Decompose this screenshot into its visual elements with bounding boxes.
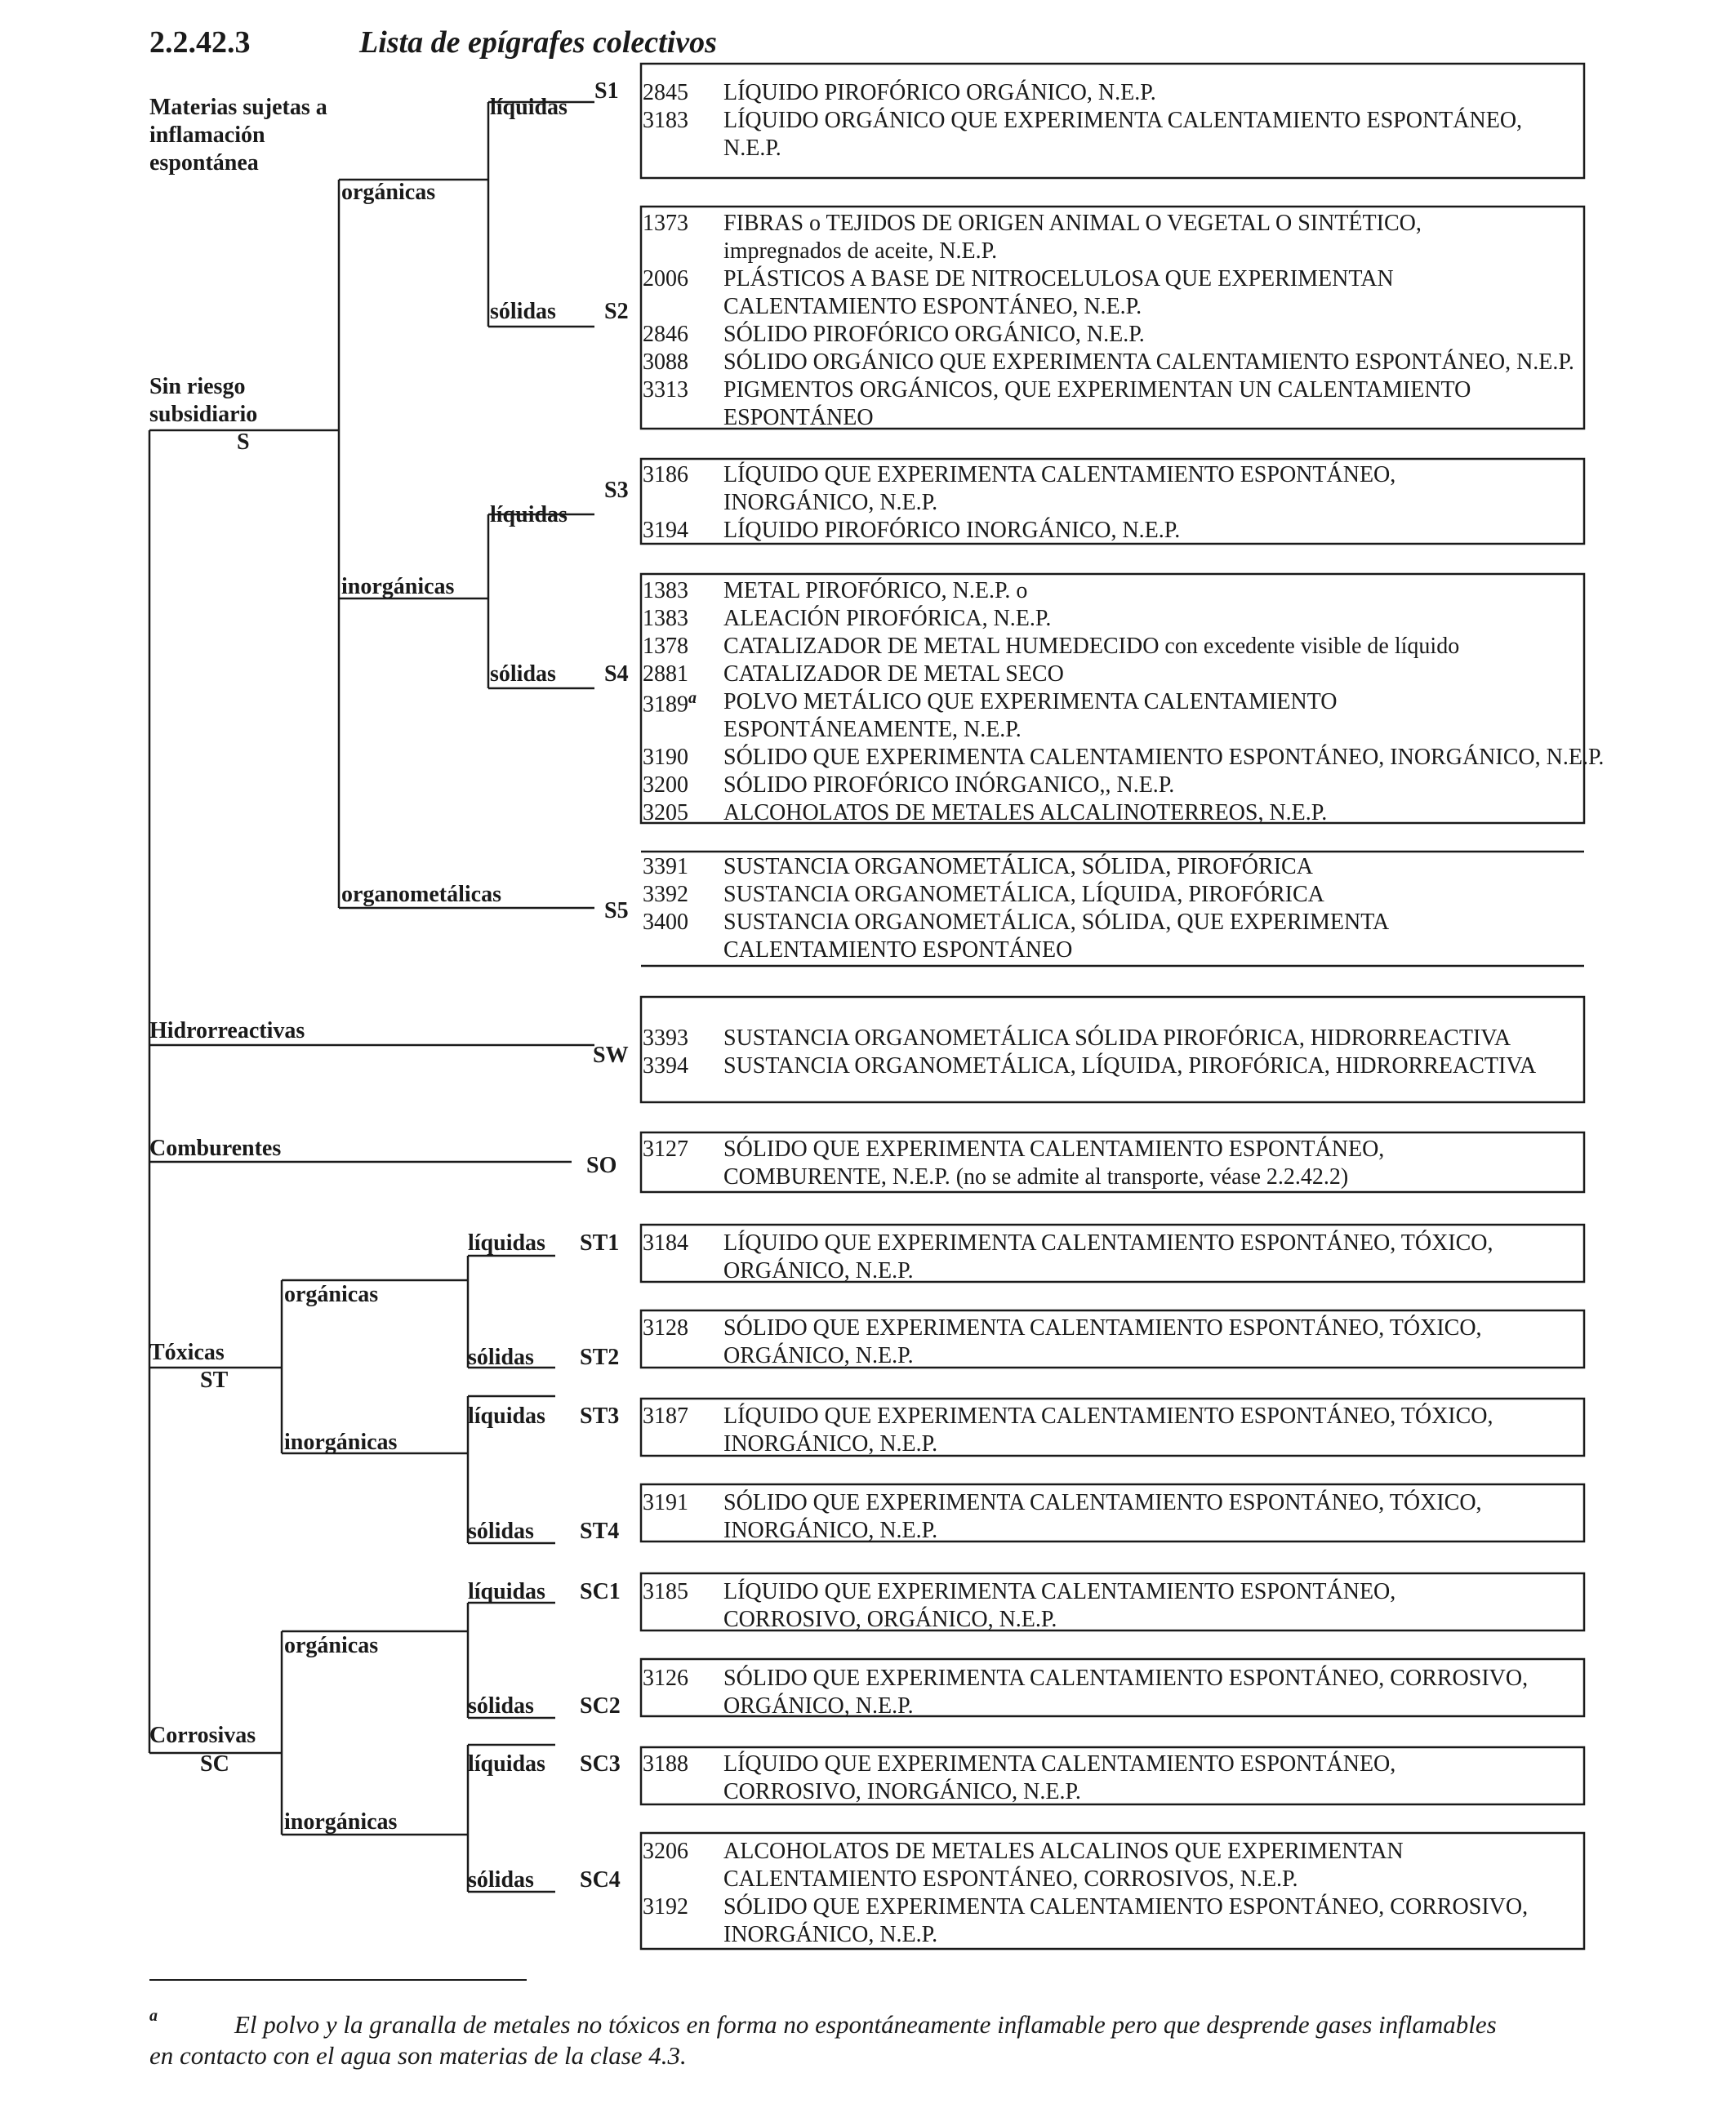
un-number: 3313 [643, 377, 688, 403]
un-number: 1378 [643, 634, 688, 659]
group-code: SC4 [580, 1867, 621, 1893]
label-comburentes: Comburentes [149, 1136, 282, 1161]
group-code: S4 [604, 661, 629, 687]
label-organicas: orgánicas [284, 1633, 379, 1658]
label-liquidas: líquidas [490, 502, 568, 527]
entry-name: ALEACIÓN PIROFÓRICA, N.E.P. [723, 606, 1052, 631]
entry-name: CATALIZADOR DE METAL SECO [723, 661, 1064, 687]
entry-name: CATALIZADOR DE METAL HUMEDECIDO con excedente visible de líquido [723, 634, 1460, 659]
un-number: 3186 [643, 462, 688, 487]
un-number: 2845 [643, 80, 688, 105]
un-number: 3126 [643, 1666, 688, 1691]
entry-name: INORGÁNICO, N.E.P. [723, 1518, 938, 1543]
label-sin-riesgo: Sin riesgo [149, 374, 246, 399]
un-number: 3187 [643, 1404, 688, 1429]
group-code: S3 [604, 478, 629, 503]
group-code: ST4 [580, 1519, 620, 1544]
entry-name: N.E.P. [723, 136, 781, 161]
entry-name: SÓLIDO ORGÁNICO QUE EXPERIMENTA CALENTAMIENTO ESPONTÁNEO, N.E.P. [723, 349, 1574, 375]
label-organicas: orgánicas [341, 180, 436, 205]
entry-name: CALENTAMIENTO ESPONTÁNEO, N.E.P. [723, 294, 1142, 319]
entry-name: LÍQUIDO PIROFÓRICO INORGÁNICO, N.E.P. [723, 518, 1181, 543]
entry-name: FIBRAS o TEJIDOS DE ORIGEN ANIMAL O VEGETAL O SINTÉTICO, [723, 211, 1422, 236]
footnote-ref: a [688, 689, 697, 707]
un-number: 3205 [643, 800, 688, 825]
un-number: 3184 [643, 1230, 688, 1256]
entry-name: SÓLIDO QUE EXPERIMENTA CALENTAMIENTO ESPONTÁNEO, CORROSIVO, [723, 1666, 1529, 1691]
un-number: 3183 [643, 108, 688, 133]
entry-name: LÍQUIDO PIROFÓRICO ORGÁNICO, N.E.P. [723, 80, 1156, 105]
entry-name: SÓLIDO PIROFÓRICO ORGÁNICO, N.E.P. [723, 322, 1145, 347]
footnote-marker: a [149, 2007, 158, 2025]
entry-name: CALENTAMIENTO ESPONTÁNEO [723, 937, 1073, 963]
un-number: 3392 [643, 882, 688, 907]
group-code: SO [586, 1153, 617, 1178]
un-number: 3191 [643, 1490, 688, 1515]
entry-name: SÓLIDO QUE EXPERIMENTA CALENTAMIENTO ESPONTÁNEO, CORROSIVO, [723, 1894, 1529, 1920]
entry-name: SUSTANCIA ORGANOMETÁLICA, SÓLIDA, PIROFÓRICA [723, 854, 1313, 879]
label-S: S [237, 429, 250, 455]
label-inorganicas: inorgánicas [284, 1809, 398, 1835]
un-number: 3128 [643, 1315, 688, 1341]
entry-name: ALCOHOLATOS DE METALES ALCALINOTERREOS, N.E.P. [723, 800, 1328, 825]
entry-name: POLVO METÁLICO QUE EXPERIMENTA CALENTAMIENTO [723, 689, 1338, 714]
entry-name: SÓLIDO QUE EXPERIMENTA CALENTAMIENTO ESPONTÁNEO, TÓXICO, [723, 1315, 1482, 1341]
entry-name: ESPONTÁNEO [723, 405, 874, 430]
group-code: SC1 [580, 1579, 621, 1604]
label-liquidas: líquidas [490, 95, 568, 120]
entry-name: SUSTANCIA ORGANOMETÁLICA, LÍQUIDA, PIROFÓRICA [723, 882, 1324, 907]
label-ST: ST [200, 1368, 229, 1393]
un-number: 1383 [643, 578, 688, 603]
un-number: 3393 [643, 1025, 688, 1051]
un-number: 3189$^a$ [643, 689, 697, 718]
entry-name: LÍQUIDO QUE EXPERIMENTA CALENTAMIENTO ESPONTÁNEO, TÓXICO, [723, 1230, 1493, 1256]
entry-name: LÍQUIDO ORGÁNICO QUE EXPERIMENTA CALENTAMIENTO ESPONTÁNEO, [723, 108, 1523, 133]
entry-name: SÓLIDO QUE EXPERIMENTA CALENTAMIENTO ESPONTÁNEO, INORGÁNICO, N.E.P. [723, 745, 1605, 770]
group-code: ST2 [580, 1345, 620, 1370]
entry-name: METAL PIROFÓRICO, N.E.P. o [723, 578, 1028, 603]
label-toxicas: Tóxicas [149, 1340, 225, 1365]
entry-name: ALCOHOLATOS DE METALES ALCALINOS QUE EXPERIMENTAN [723, 1839, 1404, 1864]
un-number: 3188 [643, 1751, 688, 1777]
entry-name: INORGÁNICO, N.E.P. [723, 1922, 938, 1947]
entry-name: CORROSIVO, INORGÁNICO, N.E.P. [723, 1779, 1081, 1804]
label-hidrorreactivas: Hidrorreactivas [149, 1018, 305, 1043]
label-subsidiario: subsidiario [149, 402, 258, 427]
entry-name: INORGÁNICO, N.E.P. [723, 1431, 938, 1457]
entry-name: ESPONTÁNEAMENTE, N.E.P. [723, 717, 1022, 742]
group-code: ST3 [580, 1404, 620, 1429]
entry-name: SÓLIDO QUE EXPERIMENTA CALENTAMIENTO ESPONTÁNEO, [723, 1137, 1385, 1162]
entry-name: ORGÁNICO, N.E.P. [723, 1693, 914, 1719]
un-number: 3190 [643, 745, 688, 770]
label-corrosivas: Corrosivas [149, 1723, 256, 1748]
label-organometalicas: organometálicas [341, 882, 501, 907]
footnote-text: El polvo y la granalla de metales no tóxicos en forma no espontáneamente inflamable pero que desprende gases inflamables [234, 2010, 1497, 2039]
label-liquidas: líquidas [468, 1230, 545, 1256]
label-solidas: sólidas [468, 1867, 534, 1893]
group-code: SW [593, 1043, 629, 1068]
label-liquidas: líquidas [468, 1751, 545, 1777]
un-number: 2881 [643, 661, 688, 687]
label-liquidas: líquidas [468, 1579, 545, 1604]
un-number: 3185 [643, 1579, 688, 1604]
un-number: 2846 [643, 322, 688, 347]
group-code: ST1 [580, 1230, 620, 1256]
entry-name: LÍQUIDO QUE EXPERIMENTA CALENTAMIENTO ESPONTÁNEO, [723, 1579, 1396, 1604]
un-number: 2006 [643, 266, 688, 291]
entry-name: SÓLIDO QUE EXPERIMENTA CALENTAMIENTO ESPONTÁNEO, TÓXICO, [723, 1490, 1482, 1515]
entry-name: ORGÁNICO, N.E.P. [723, 1258, 914, 1283]
label-solidas: sólidas [468, 1519, 534, 1544]
entry-name: COMBURENTE, N.E.P. (no se admite al transporte, véase 2.2.42.2) [723, 1164, 1349, 1190]
un-number: 3206 [643, 1839, 688, 1864]
footnote-text: en contacto con el agua son materias de la clase 4.3. [149, 2041, 687, 2070]
entry-name: SUSTANCIA ORGANOMETÁLICA, SÓLIDA, QUE EXPERIMENTA [723, 910, 1390, 935]
entry-name: SÓLIDO PIROFÓRICO INÓRGANICO,, N.E.P. [723, 772, 1175, 798]
un-number: 3391 [643, 854, 688, 879]
group-code: S5 [604, 898, 629, 923]
un-number: 3194 [643, 518, 688, 543]
entry-name: PIGMENTOS ORGÁNICOS, QUE EXPERIMENTAN UN CALENTAMIENTO [723, 377, 1471, 403]
entry-name: LÍQUIDO QUE EXPERIMENTA CALENTAMIENTO ESPONTÁNEO, TÓXICO, [723, 1404, 1493, 1429]
un-number: 1383 [643, 606, 688, 631]
un-number: 3394 [643, 1053, 688, 1079]
entry-name: impregnados de aceite, N.E.P. [723, 238, 998, 264]
un-number: 1373 [643, 211, 688, 236]
entry-name: CORROSIVO, ORGÁNICO, N.E.P. [723, 1607, 1057, 1632]
label-inorganicas: inorgánicas [341, 574, 455, 599]
group-code: SC2 [580, 1693, 621, 1719]
un-number: 3088 [643, 349, 688, 375]
label-liquidas: líquidas [468, 1404, 545, 1429]
entry-name: LÍQUIDO QUE EXPERIMENTA CALENTAMIENTO ESPONTÁNEO, [723, 1751, 1396, 1777]
entry-name: LÍQUIDO QUE EXPERIMENTA CALENTAMIENTO ESPONTÁNEO, [723, 462, 1396, 487]
entry-name: SUSTANCIA ORGANOMETÁLICA SÓLIDA PIROFÓRICA, HIDRORREACTIVA [723, 1025, 1511, 1051]
un-number: 3400 [643, 910, 688, 935]
un-number: 3127 [643, 1137, 688, 1162]
label-solidas: sólidas [468, 1345, 534, 1370]
entry-name: ORGÁNICO, N.E.P. [723, 1343, 914, 1368]
label-solidas: sólidas [490, 661, 556, 687]
un-number: 3200 [643, 772, 688, 798]
label-organicas: orgánicas [284, 1282, 379, 1307]
label-SC: SC [200, 1751, 229, 1777]
section-title: Lista de epígrafes colectivos [359, 25, 717, 60]
group-code: SC3 [580, 1751, 621, 1777]
un-number: 3192 [643, 1894, 688, 1920]
group-code: S1 [594, 78, 619, 104]
entry-name: INORGÁNICO, N.E.P. [723, 490, 938, 515]
group-label-spontaneous: Materias sujetas a inflamación espontánea [149, 95, 327, 176]
entry-name: CALENTAMIENTO ESPONTÁNEO, CORROSIVOS, N.E.P. [723, 1866, 1298, 1892]
label-inorganicas: inorgánicas [284, 1430, 398, 1455]
label-solidas: sólidas [490, 299, 556, 324]
group-code: S2 [604, 299, 629, 324]
entry-name: SUSTANCIA ORGANOMETÁLICA, LÍQUIDA, PIROFÓRICA, HIDRORREACTIVA [723, 1053, 1537, 1079]
entry-name: PLÁSTICOS A BASE DE NITROCELULOSA QUE EXPERIMENTAN [723, 266, 1394, 291]
section-number: 2.2.42.3 [149, 25, 251, 60]
label-solidas: sólidas [468, 1693, 534, 1719]
